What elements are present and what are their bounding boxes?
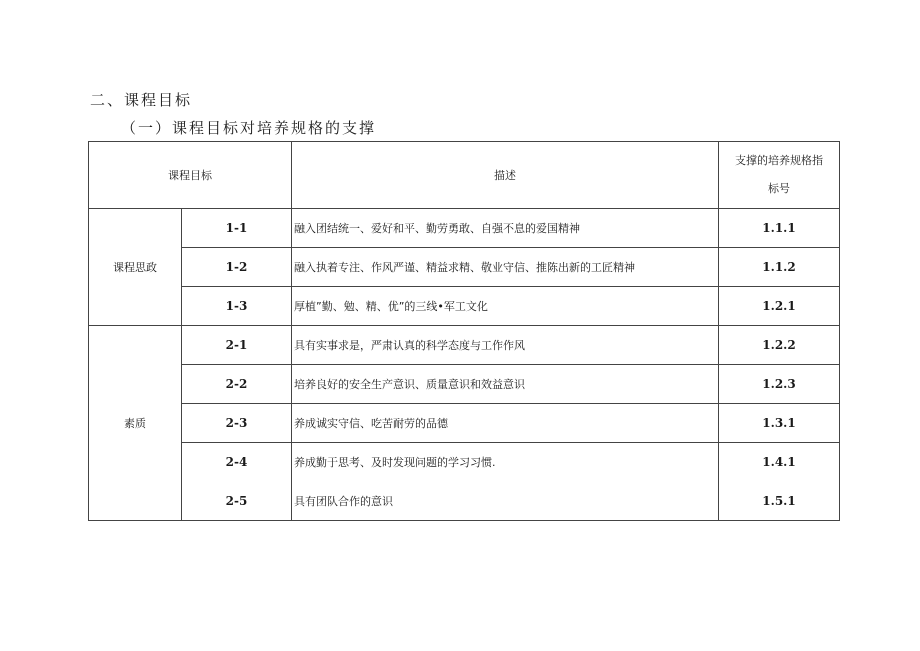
support-code: 1.5.1 — [719, 482, 840, 521]
table-row — [89, 326, 840, 365]
table-row — [89, 404, 840, 443]
goal-description: 融入执着专注、作风严谨、精益求精、敬业守信、推陈出新的工匠精神 — [292, 248, 719, 287]
table-row — [89, 443, 840, 482]
header-support-line2: 标号 — [768, 182, 790, 195]
goal-id: 1-3 — [182, 287, 292, 326]
goal-description: 具有实事求是，严肃认真的科学态度与工作作风 — [292, 326, 719, 365]
goal-description: 融入团结统一、爱好和平、勤劳勇敢、自强不息的爱国精神 — [292, 209, 719, 248]
section-title: 二、课程目标 — [90, 91, 193, 109]
goals-table — [88, 141, 840, 521]
header-support-line1: 支撑的培养规格指 — [735, 154, 823, 167]
support-code: 1.4.1 — [719, 443, 840, 482]
goal-id: 2-4 — [182, 443, 292, 482]
goal-description: 厚植”勤、勉、精、优”的三线•军工文化 — [292, 287, 719, 326]
table-row — [89, 287, 840, 326]
goal-description: 养成勤于思考、及时发现问题的学习习惯. — [292, 443, 719, 482]
table-header-row — [89, 142, 840, 209]
goal-description: 养成诚实守信、吃苦耐劳的品德 — [292, 404, 719, 443]
support-code: 1.2.1 — [719, 287, 840, 326]
goal-id: 1-1 — [182, 209, 292, 248]
table-row — [89, 209, 840, 248]
support-code: 1.1.2 — [719, 248, 840, 287]
table-row — [89, 482, 840, 521]
goal-id: 2-2 — [182, 365, 292, 404]
category-cell: 素质 — [89, 326, 182, 521]
category-cell: 课程思政 — [89, 209, 182, 326]
header-description: 描述 — [292, 142, 719, 209]
goal-description: 培养良好的安全生产意识、质量意识和效益意识 — [292, 365, 719, 404]
goal-id: 1-2 — [182, 248, 292, 287]
support-code: 1.3.1 — [719, 404, 840, 443]
support-code: 1.2.3 — [719, 365, 840, 404]
table-row — [89, 365, 840, 404]
table-row — [89, 248, 840, 287]
support-code: 1.2.2 — [719, 326, 840, 365]
header-support — [719, 142, 840, 209]
goal-id: 2-5 — [182, 482, 292, 521]
header-goal: 课程目标 — [89, 142, 292, 209]
support-code: 1.1.1 — [719, 209, 840, 248]
goal-id: 2-1 — [182, 326, 292, 365]
section-subtitle: （一）课程目标对培养规格的支撑 — [121, 119, 377, 137]
goal-id: 2-3 — [182, 404, 292, 443]
goal-description: 具有团队合作的意识 — [292, 482, 719, 521]
